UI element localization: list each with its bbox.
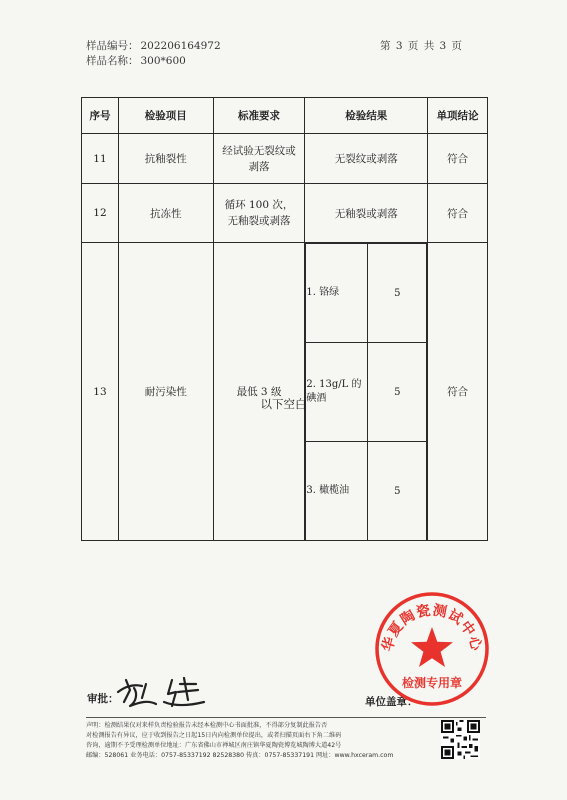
seal-text: 华夏陶瓷测试中心 — [379, 602, 485, 654]
sample-number-value: 202206164972 — [140, 40, 221, 52]
header-requirement: 标准要求 — [213, 98, 305, 134]
header-no: 序号 — [82, 98, 119, 134]
footer-statement — [86, 721, 436, 761]
stain-agent: 2. 13g/L 的碘酒 — [306, 343, 368, 442]
stain-agent: 1. 铬绿 — [306, 244, 368, 343]
cell-item: 耐污染性 — [118, 243, 213, 541]
stain-subtable — [305, 243, 427, 540]
table-row — [82, 134, 488, 184]
sample-name-value: 300*600 — [140, 55, 186, 67]
cell-requirement: 经试验无裂纹或剥落 — [213, 134, 305, 184]
cell-item: 抗釉裂性 — [118, 134, 213, 184]
star-icon — [411, 627, 453, 667]
cell-verdict: 符合 — [428, 243, 488, 541]
stain-agent: 3. 橄榄油 — [306, 442, 368, 541]
cell-requirement: 循环 100 次，无釉裂或剥落 — [213, 184, 305, 243]
footer-line: 邮编：528061 业务电话：0757-85337192 82528380 传真：0757-85337191 网址：www.hxceram.com — [86, 752, 394, 759]
footer-line: 对检测报告有异议，应于收到报告之日起15日内向检测单位提出，或者扫描页面右下角二维码 — [86, 732, 342, 739]
seal-sub-text: 检测专用章 — [401, 676, 463, 690]
cell-verdict: 符合 — [428, 184, 488, 243]
cell-result: 无釉裂或剥落 — [305, 184, 428, 243]
sub-row — [306, 244, 427, 343]
inspection-table — [81, 97, 488, 541]
cell-requirement: 最低 3 级 — [213, 243, 305, 541]
header-result: 检验结果 — [305, 98, 428, 134]
unit-seal-label: 单位盖章： — [365, 696, 418, 708]
sample-name-label: 样品名称： — [86, 55, 139, 67]
table-header-row — [82, 98, 488, 134]
official-seal — [372, 589, 492, 709]
footer-line: 声明：检测结果仅对来样负责检验报告未经本检测中心书面批准，不得部分复制此报告否 — [86, 722, 328, 729]
cell-result: 无裂纹或剥落 — [305, 134, 428, 184]
header-item: 检验项目 — [118, 98, 213, 134]
cell-no: 13 — [82, 243, 119, 541]
footer-line: 咨询，逾期不予受理检测单位地址：广东省佛山市禅城区南庄镇华夏陶瓷博览城陶博大道42号 — [86, 742, 342, 749]
blank-below-note: 以下空白 — [260, 397, 307, 411]
table-row — [82, 243, 488, 541]
stain-grade: 5 — [368, 244, 427, 343]
cell-result-subtable — [305, 243, 428, 541]
cell-no: 12 — [82, 184, 119, 243]
sample-name — [86, 53, 186, 68]
stain-grade: 5 — [368, 343, 427, 442]
footer-divider — [86, 717, 486, 718]
approver-label: 审批： — [87, 693, 119, 705]
sub-row — [306, 442, 427, 541]
qr-code-icon — [441, 720, 480, 759]
stain-grade: 5 — [368, 442, 427, 541]
table-row — [82, 184, 488, 243]
cell-item: 抗冻性 — [118, 184, 213, 243]
header-verdict: 单项结论 — [428, 98, 488, 134]
sample-number-label: 样品编号： — [86, 40, 139, 52]
cell-no: 11 — [82, 134, 119, 184]
cell-verdict: 符合 — [428, 134, 488, 184]
page-indicator: 第 3 页 共 3 页 — [380, 40, 463, 52]
sub-row — [306, 343, 427, 442]
handwritten-signature — [112, 672, 222, 712]
sample-number — [86, 38, 221, 53]
